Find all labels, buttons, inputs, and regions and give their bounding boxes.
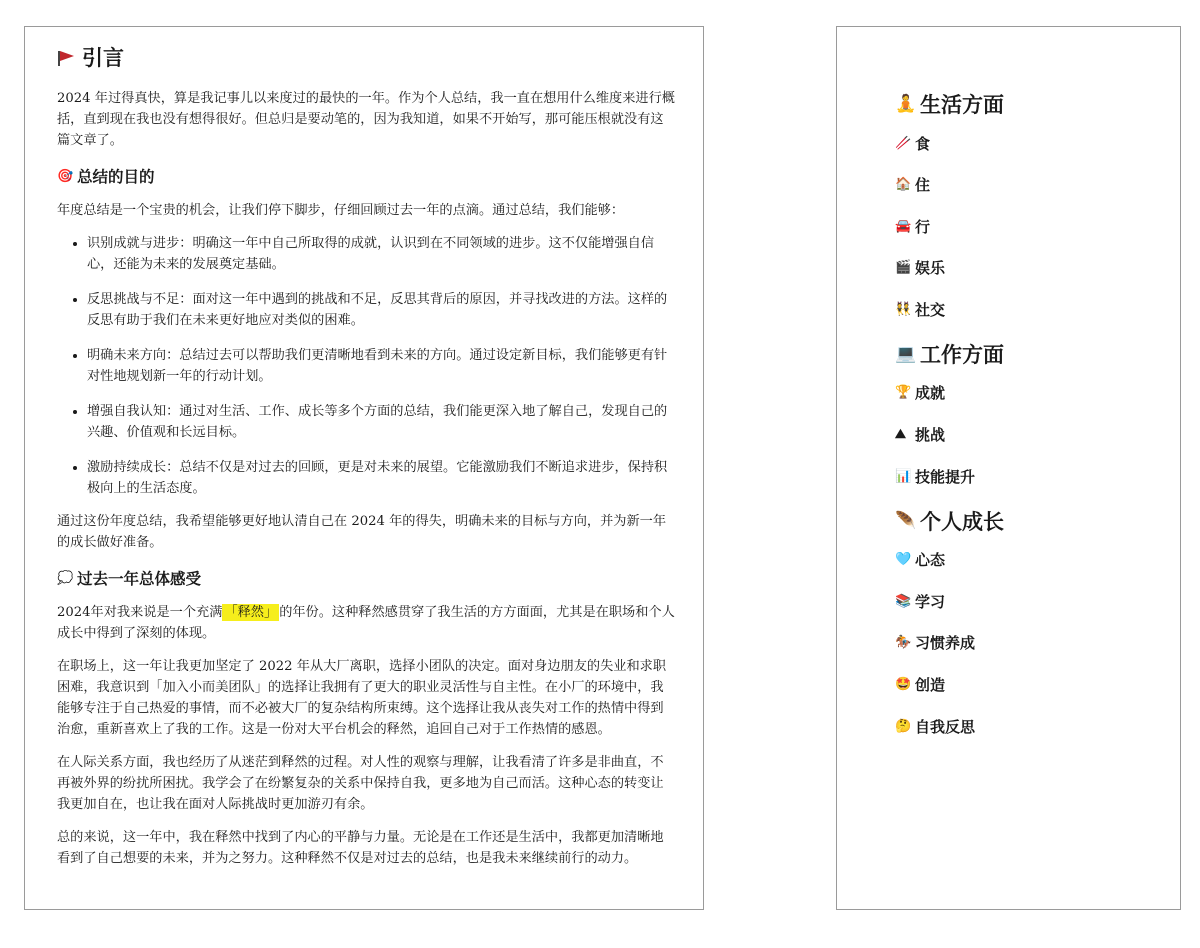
growth-heading	[895, 506, 1180, 536]
horse-racing-icon: 🏇	[895, 635, 912, 651]
purpose-title: 总结的目的	[77, 167, 155, 186]
list-item: • 识别成就与进步：明确这一年中自己所取得的成就，认识到在不同领域的进步。这不仅能增强自信心，还能为未来的发展奠定基础。	[87, 233, 675, 275]
car-icon: 🚘	[895, 218, 912, 234]
purpose-list	[57, 233, 675, 499]
highlight-release: 「释然」	[224, 605, 278, 620]
work-title: 工作方面	[920, 341, 1004, 367]
outline-item-label: 行	[915, 217, 931, 236]
outline-item-label: 心态	[915, 551, 946, 570]
outline-item-label: 成就	[915, 384, 946, 403]
outline-item-label: 娱乐	[915, 259, 946, 278]
outline-item-habits	[895, 631, 1180, 655]
house-icon: 🏠	[895, 177, 912, 193]
feeling-paragraph-2: 在职场上，这一年让我更加坚定了 2022 年从大厂离职，选择小团队的决定。面对身边朋友的失业和求职困难，我意识到「加入小而美团队」的选择让我拥有了更大的职业灵活性与自主性。在小厂的环境中，我能够专注于自己热爱的事情，而不必被大厂的复杂结构所束缚。这个选择让我从丧失对工作的热情中得到治愈，重新喜欢上了我的工作。这是一份对大平台机会的释然，追回自己对于工作热情的感恩。	[57, 659, 667, 737]
outline-item-housing	[895, 173, 1180, 197]
mountain-icon: ⛰	[895, 427, 906, 443]
red-flag-icon	[57, 50, 75, 65]
outline-item-label: 社交	[915, 300, 946, 319]
list-item: • 反思挑战与不足：面对这一年中遇到的挑战和不足，反思其背后的原因，并寻找改进的方法。这样的反思有助于我们在未来更好地应对类似的困难。	[87, 289, 675, 331]
work-heading	[895, 339, 1180, 369]
feeling-paragraph-4: 总的来说，这一年中，我在释然中找到了内心的平静与力量。无论是在工作还是生活中，我都更加清晰地看到了自己想要的未来，并为之努力。这种释然不仅是对过去的总结，也是我未来继续前行的动力。	[57, 830, 664, 866]
list-item: • 明确未来方向：总结过去可以帮助我们更清晰地看到未来的方向。通过设定新目标，我们能够更有针对性地规划新一年的行动计划。	[87, 345, 675, 387]
outline-item-skills	[895, 464, 1180, 488]
bar-chart-icon: 📊	[895, 468, 912, 484]
outline-item-travel	[895, 214, 1180, 238]
outline-item-label: 创造	[915, 676, 946, 695]
outline-item-achievement	[895, 381, 1180, 405]
life-heading	[895, 89, 1180, 119]
purpose-heading	[57, 165, 675, 187]
heart-icon: 🩵	[895, 552, 912, 568]
purpose-lead: 年度总结是一个宝贵的机会，让我们停下脚步，仔细回顾过去一年的点滴。通过总结，我们能够：	[57, 203, 625, 218]
growth-title: 个人成长	[920, 508, 1004, 534]
outline-panel	[836, 26, 1181, 910]
feeling-heading	[57, 567, 675, 589]
outline-item-label: 学习	[915, 592, 946, 611]
intro-paragraph: 2024 年过得真快，算是我记事儿以来度过的最快的一年。作为个人总结，我一直在想用什么维度来进行概括，直到现在我也没有想得很好。但总归是要动笔的，因为我知道，如果不开始写，那可能压根就没有这篇文章了。	[57, 91, 675, 148]
outline-item-social	[895, 297, 1180, 321]
feeling-paragraph-3: 在人际关系方面，我也经历了从迷茫到释然的过程。对人性的观察与理解，让我看清了许多是非曲直，不再被外界的纷扰所困扰。我学会了在纷繁复杂的关系中保持自我，更多地为自己而活。这种心态的转变让我更加自在，也让我在面对人际挑战时更加游刃有余。	[57, 755, 664, 812]
clapper-icon: 🎬	[895, 260, 912, 276]
chopsticks-icon: 🥢	[895, 135, 912, 151]
outline-item-mindset	[895, 548, 1180, 572]
laptop-icon: 💻	[895, 343, 917, 364]
list-item: • 增强自我认知：通过对生活、工作、成长等多个方面的总结，我们能更深入地了解自己，发现自己的兴趣、价值观和长远目标。	[87, 401, 675, 443]
feeling-paragraph-1	[57, 602, 675, 644]
list-item: • 激励持续成长：总结不仅是对过去的回顾，更是对未来的展望。它能激励我们不断追求进步，保持积极向上的生活态度。	[87, 457, 675, 499]
outline-item-label: 食	[915, 134, 931, 153]
target-icon: 🎯	[57, 168, 74, 184]
feather-icon: 🪶	[895, 510, 917, 531]
outline-item-learning	[895, 589, 1180, 613]
books-icon: 📚	[895, 593, 912, 609]
outline-item-label: 习惯养成	[915, 634, 976, 653]
feeling-p1-before: 2024年对我来说是一个充满	[57, 605, 223, 620]
outline-item-entertainment	[895, 256, 1180, 280]
feeling-title: 过去一年总体感受	[77, 569, 202, 588]
outline-item-reflection	[895, 714, 1180, 738]
star-struck-icon: 🤩	[895, 677, 912, 693]
life-title: 生活方面	[920, 92, 1004, 117]
article-panel	[24, 26, 704, 910]
thinking-face-icon: 🤔	[895, 718, 912, 734]
outline-item-challenge	[895, 423, 1180, 447]
outline-item-food	[895, 131, 1180, 155]
outline-item-creation	[895, 673, 1180, 697]
purpose-closing: 通过这份年度总结，我希望能够更好地认清自己在 2024 年的得失，明确未来的目标与方向，并为新一年的成长做好准备。	[57, 514, 667, 550]
meditation-icon: 🧘	[895, 94, 917, 114]
outline-item-label: 自我反思	[915, 717, 976, 736]
intro-title: 引言	[82, 45, 124, 70]
thought-bubble-icon: 💭	[57, 570, 74, 586]
outline-item-label: 技能提升	[915, 467, 976, 486]
intro-heading	[57, 43, 675, 71]
outline-item-label: 挑战	[915, 426, 946, 445]
trophy-icon: 🏆	[895, 385, 912, 401]
outline-item-label: 住	[915, 176, 931, 195]
feeling-p1-after: 的年份。这种释然感贯穿了我生活的方方面面，尤其是在职场和个人成长中得到了深刻的体现。	[57, 605, 675, 641]
dancers-icon: 👯	[895, 301, 912, 317]
